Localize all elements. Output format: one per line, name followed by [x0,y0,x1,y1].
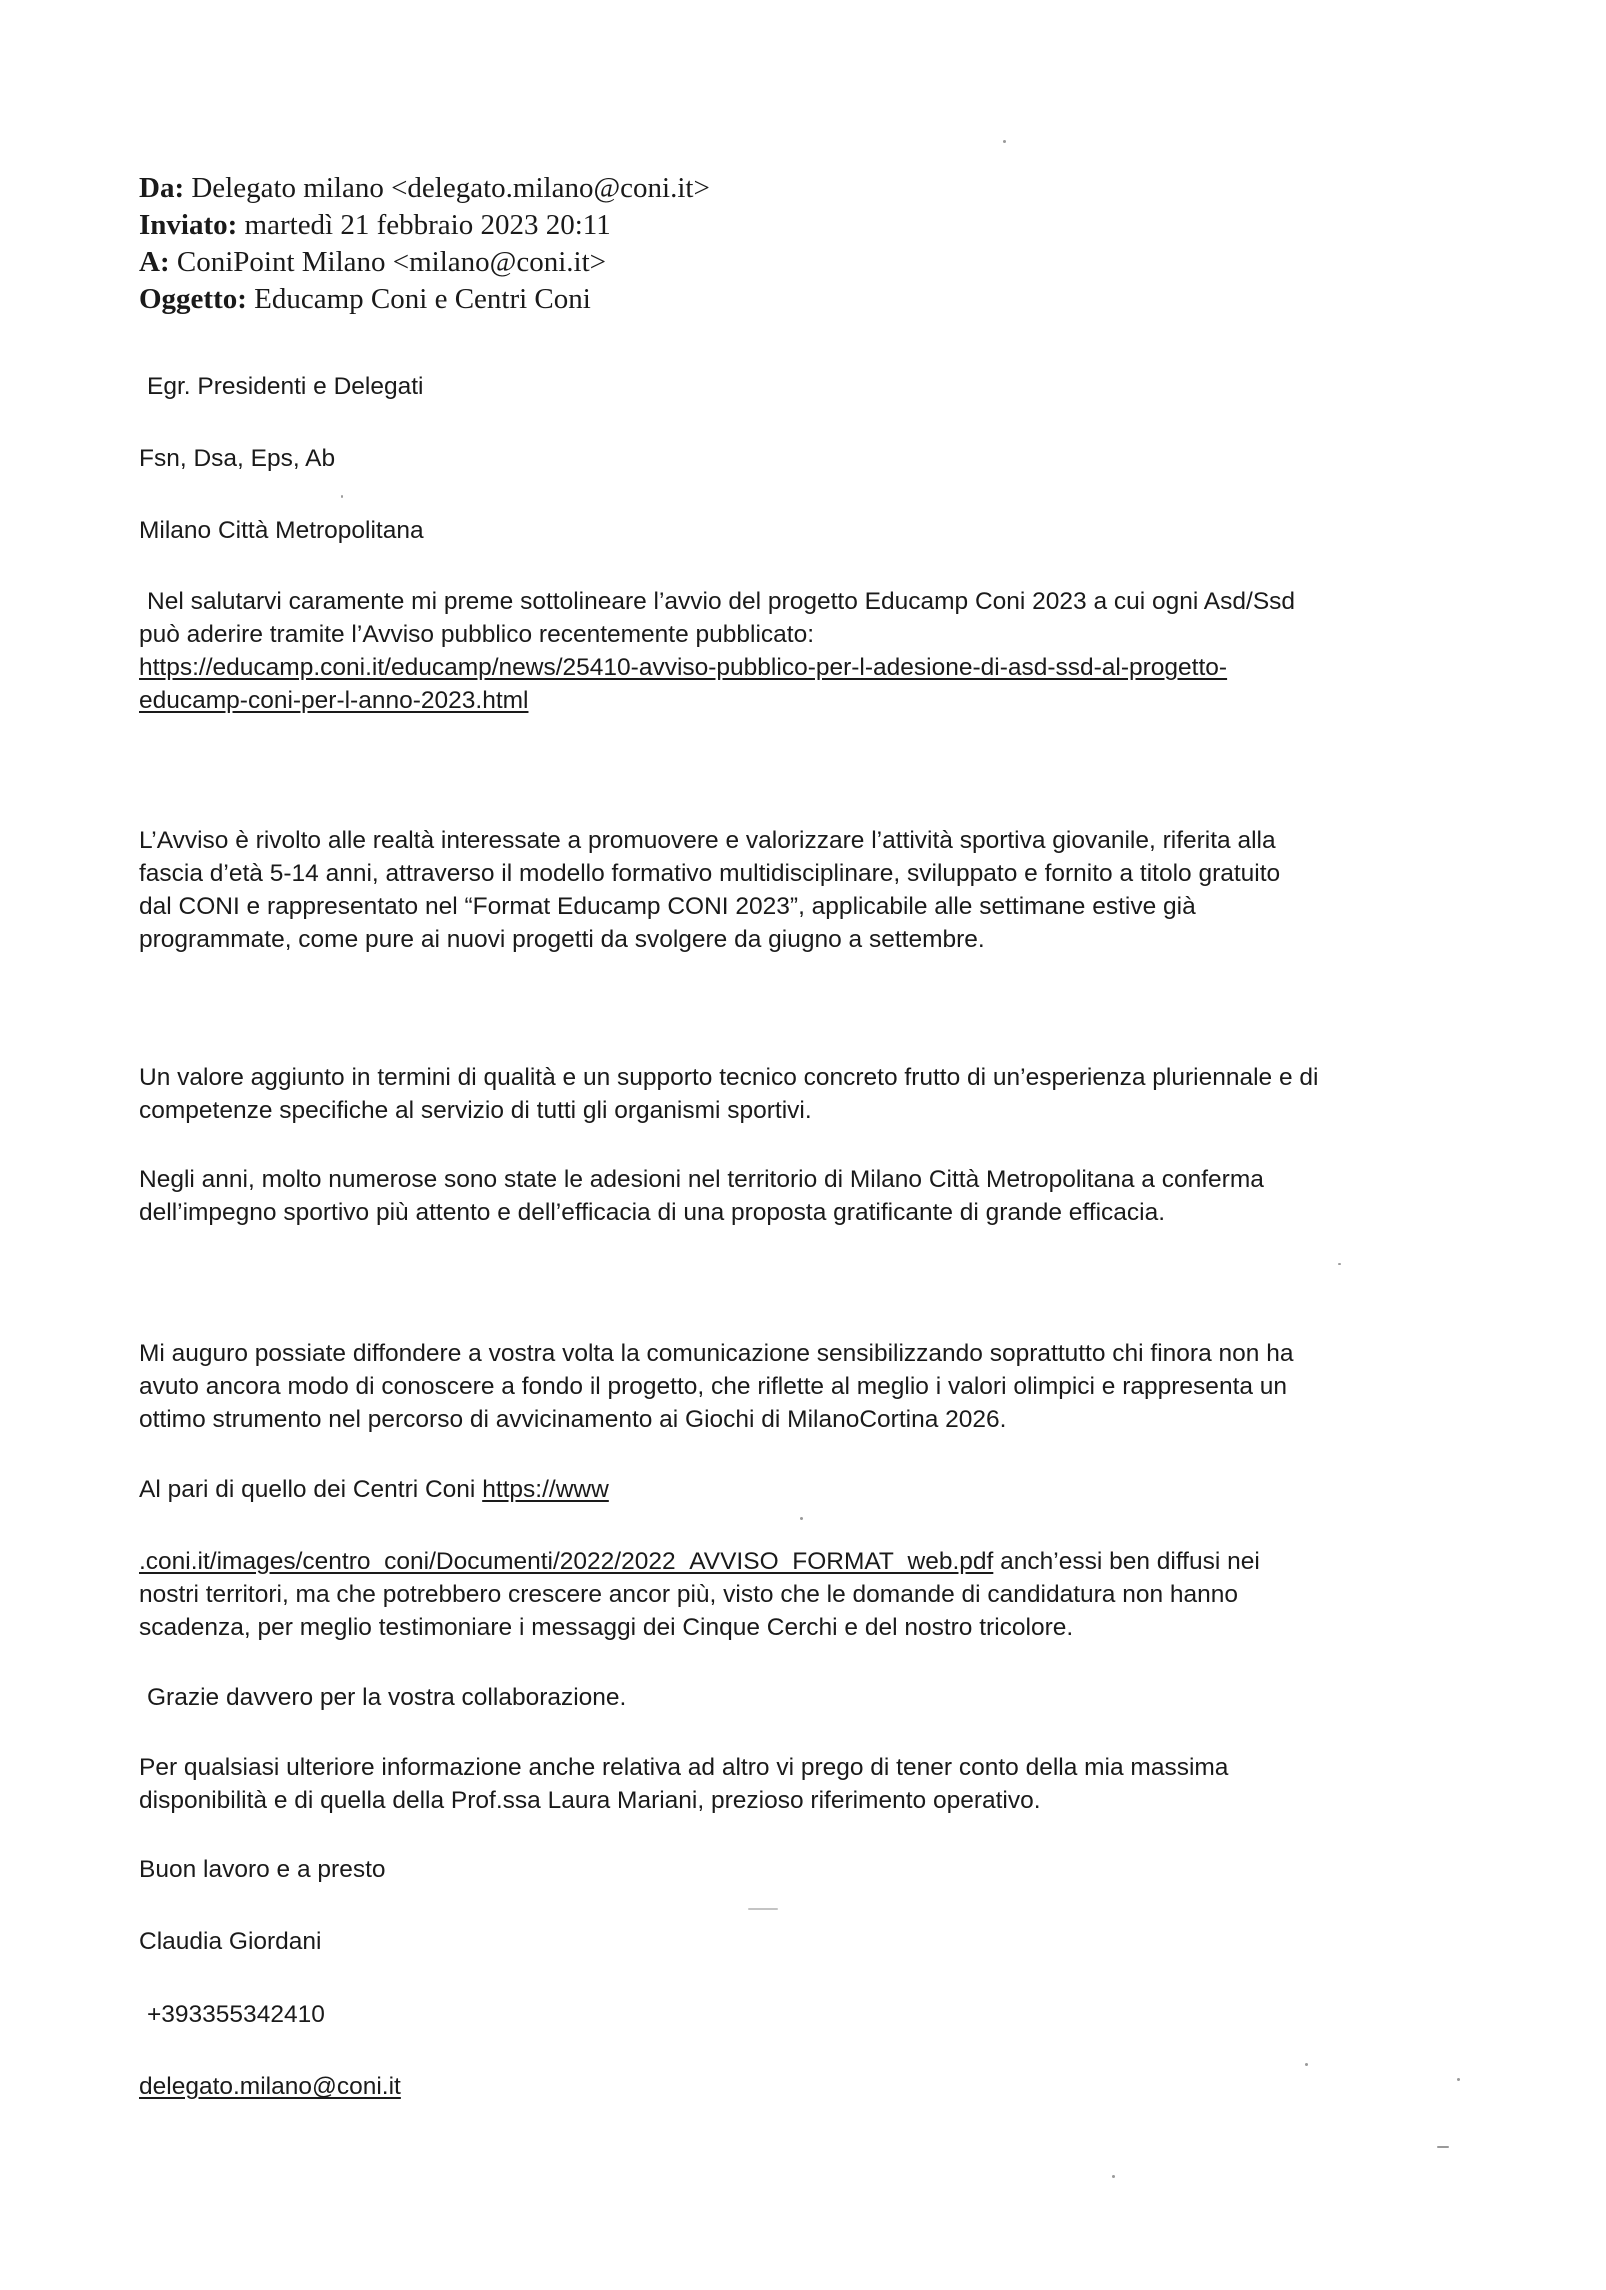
scan-speck [341,495,343,498]
paragraph-line: scadenza, per meglio testimoniare i messaggi dei Cinque Cerchi e del nostro tricolore. [139,1614,1074,1641]
signature-name: Claudia Giordani [139,1928,322,1955]
subject-row [139,281,710,318]
centri-coni-link[interactable]: https://www [482,1476,609,1503]
subject-label: Oggetto: [139,283,247,315]
paragraph-line: ottimo strumento nel percorso di avvicinamento ai Giochi di MilanoCortina 2026. [139,1406,1007,1433]
to-label: A: [139,246,170,278]
scan-speck [1003,140,1006,143]
to-row [139,244,710,281]
from-value: Delegato milano <delegato.milano@coni.it> [191,172,710,204]
sent-row [139,207,710,244]
paragraph-line: avuto ancora modo di conoscere a fondo il progetto, che riflette al meglio i valori olimpici e rappresenta un [139,1373,1288,1400]
recipients-line: Fsn, Dsa, Eps, Ab [139,445,336,472]
location-line: Milano Città Metropolitana [139,517,424,544]
from-row [139,170,710,207]
to-value: ConiPoint Milano <milano@coni.it> [176,246,607,278]
scan-speck [1338,1263,1341,1265]
paragraph-line: programmate, come pure ai nuovi progetti da svolgere da giugno a settembre. [139,926,985,953]
paragraph-valore-aggiunto [139,1061,1479,1127]
paragraph-centri-coni-continued [139,1545,1479,1644]
from-label: Da: [139,172,185,204]
paragraph-line: può aderire tramite l’Avviso pubblico recentemente pubblicato: [139,621,815,648]
paragraph-line: Per qualsiasi ulteriore informazione anche relativa ad altro vi prego di tener conto della mia massima [139,1754,1229,1781]
subject-value: Educamp Coni e Centri Coni [254,283,591,315]
paragraph-centri-coni [139,1473,1479,1506]
scan-speck [748,1908,778,1910]
paragraph-negli-anni [139,1163,1479,1229]
paragraph-educamp-intro [139,585,1479,717]
scan-speck [1437,2146,1449,2148]
paragraph-line: dal CONI e rappresentato nel “Format Educamp CONI 2023”, applicabile alle settimane estive già [139,893,1196,920]
paragraph-informazioni [139,1751,1479,1817]
email-link[interactable]: delegato.milano@coni.it [139,2073,401,2100]
paragraph-mi-auguro [139,1337,1479,1436]
scan-speck [1305,2063,1308,2066]
paragraph-text: Al pari di quello dei Centri Coni [139,1476,483,1503]
paragraph-text: anch’essi ben diffusi nei [993,1548,1260,1575]
paragraph-line: fascia d’età 5-14 anni, attraverso il modello formativo multidisciplinare, sviluppato e fornito a titolo gratuito [139,860,1281,887]
paragraph-line: nostri territori, ma che potrebbero crescere ancor più, visto che le domande di candidatura non hanno [139,1581,1239,1608]
sent-label: Inviato: [139,209,238,241]
paragraph-line: L’Avviso è rivolto alle realtà interessate a promuovere e valorizzare l’attività sportiva giovanile, riferita alla [139,827,1276,854]
paragraph-line: Mi auguro possiate diffondere a vostra volta la comunicazione sensibilizzando soprattutto chi finora non ha [139,1340,1294,1367]
paragraph-line: dell’impegno sportivo più attento e dell’efficacia di una proposta gratificante di grande efficacia. [139,1199,1166,1226]
educamp-avviso-link-continued[interactable]: educamp-coni-per-l-anno-2023.html [139,687,529,714]
sent-value: martedì 21 febbraio 2023 20:11 [244,209,611,241]
thanks-line: Grazie davvero per la vostra collaborazione. [147,1684,627,1711]
email-address-line [139,2070,1479,2103]
paragraph-line [139,1545,1479,1578]
greeting: Egr. Presidenti e Delegati [147,373,424,400]
educamp-avviso-link[interactable]: https://educamp.coni.it/educamp/news/25410-avviso-pubblico-per-l-adesione-di-asd-ssd-al-progetto- [139,654,1228,681]
scan-speck [1112,2175,1115,2178]
scan-speck [800,1517,803,1520]
paragraph-line: competenze specifiche al servizio di tutti gli organismi sportivi. [139,1097,812,1124]
phone-number: +393355342410 [147,2001,325,2028]
centri-coni-pdf-link[interactable]: .coni.it/images/centro_coni/Documenti/2022/2022_AVVISO_FORMAT_web.pdf [139,1548,994,1575]
paragraph-line: Nel salutarvi caramente mi preme sottolineare l’avvio del progetto Educamp Coni 2023 a cui ogni Asd/Ssd [147,588,1296,615]
paragraph-line: Negli anni, molto numerose sono state le adesioni nel territorio di Milano Città Metropolitana a conferma [139,1166,1264,1193]
email-header [139,170,710,318]
paragraph-line: disponibilità e di quella della Prof.ssa Laura Mariani, prezioso riferimento operativo. [139,1787,1041,1814]
scan-speck [1457,2078,1460,2081]
closing-line: Buon lavoro e a presto [139,1856,386,1883]
paragraph-avviso [139,824,1479,956]
paragraph-line: Un valore aggiunto in termini di qualità e un supporto tecnico concreto frutto di un’esperienza pluriennale e di [139,1064,1319,1091]
